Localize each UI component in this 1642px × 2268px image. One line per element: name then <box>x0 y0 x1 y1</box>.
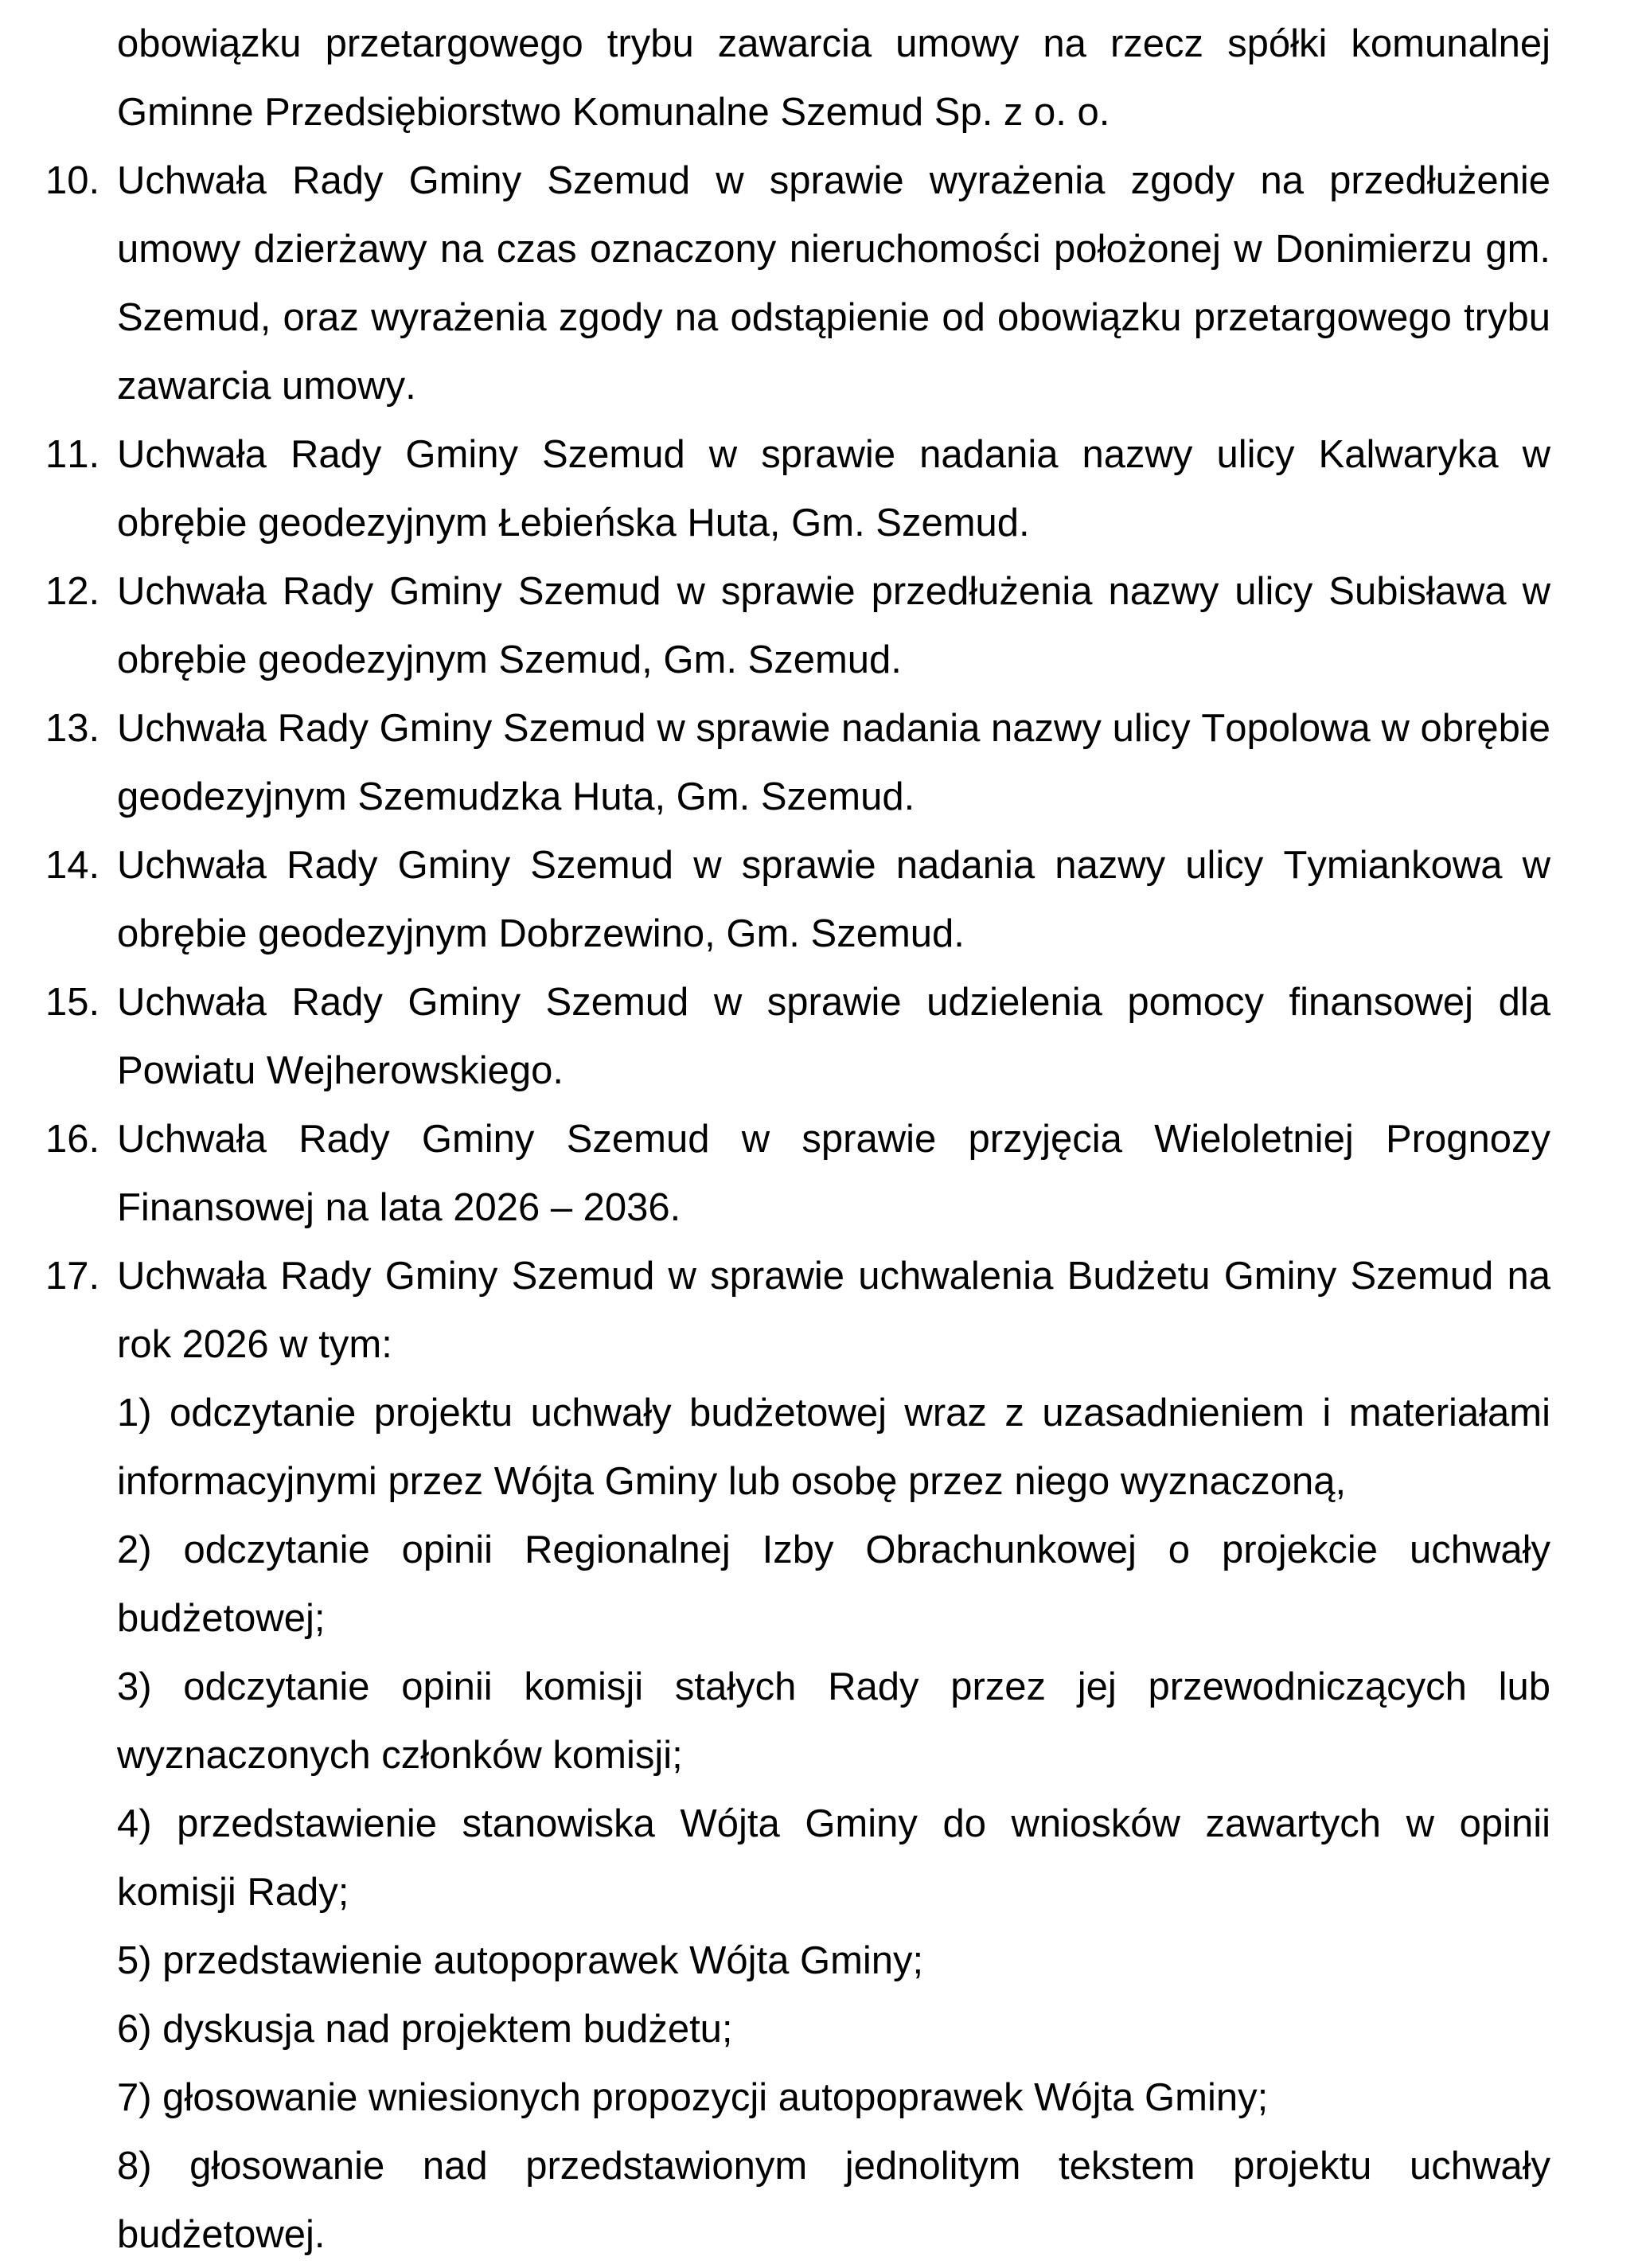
list-item-number: 10. <box>45 159 100 202</box>
list-item-text: Uchwała Rady Gminy Szemud w sprawie nadania nazwy ulicy Topolowa w obrębie geodezyjnym Szemudzka Huta, Gm. Szemud. <box>117 707 1550 818</box>
list-item-text: Uchwała Rady Gminy Szemud w sprawie przedłużenia nazwy ulicy Subisława w obrębie geodezyjnym Szemud, Gm. Szemud. <box>117 570 1550 681</box>
list-item-number: 16. <box>45 1118 100 1161</box>
list-item-number: 11. <box>45 433 100 476</box>
list-item-14 <box>45 831 1550 968</box>
sub-item-5: 5) przedstawienie autopoprawek Wójta Gminy; <box>117 1939 924 1982</box>
list-item-text: Uchwała Rady Gminy Szemud w sprawie udzielenia pomocy finansowej dla Powiatu Wejherowskiego. <box>117 981 1550 1092</box>
list-item-13 <box>45 694 1550 831</box>
list-item-text: Uchwała Rady Gminy Szemud w sprawie przyjęcia Wieloletniej Prognozy Finansowej na lata 2026 – 2036. <box>117 1118 1550 1229</box>
sub-item-3: 3) odczytanie opinii komisji stałych Rady przez jej przewodniczących lub wyznaczonych członków komisji; <box>117 1665 1550 1777</box>
list-item-number: 17. <box>45 1255 100 1298</box>
list-item-17 <box>45 1242 1550 1379</box>
list-item-12 <box>45 557 1550 694</box>
list-item-text: Uchwała Rady Gminy Szemud w sprawie nadania nazwy ulicy Kalwaryka w obrębie geodezyjnym Łebieńska Huta, Gm. Szemud. <box>117 433 1550 545</box>
list-item-15 <box>45 968 1550 1105</box>
list-item-text: Uchwała Rady Gminy Szemud w sprawie uchwalenia Budżetu Gminy Szemud na rok 2026 w tym: <box>117 1255 1550 1366</box>
list-item-number: 14. <box>45 844 100 887</box>
list-item-text: Uchwała Rady Gminy Szemud w sprawie wyrażenia zgody na przedłużenie umowy dzierżawy na czas oznaczony nieruchomości położonej w Donimierzu gm. Szemud, oraz wyrażenia zgody na odstąpienie od obowiązku przetargowego trybu zawarcia umowy. <box>117 159 1550 408</box>
sub-item-1: 1) odczytanie projektu uchwały budżetowej wraz z uzasadnieniem i materiałami informacyjnymi przez Wójta Gminy lub osobę przez niego wyznaczoną, <box>117 1392 1550 1503</box>
sub-item-4: 4) przedstawienie stanowiska Wójta Gminy do wniosków zawartych w opinii komisji Rady; <box>117 1802 1550 1914</box>
sub-item-8: 8) głosowanie nad przedstawionym jednolitym tekstem projektu uchwały budżetowej. <box>117 2145 1550 2256</box>
list-item-text: Uchwała Rady Gminy Szemud w sprawie nadania nazwy ulicy Tymiankowa w obrębie geodezyjnym Dobrzewino, Gm. Szemud. <box>117 844 1550 955</box>
intro-paragraph: obowiązku przetargowego trybu zawarcia umowy na rzecz spółki komunalnej Gminne Przedsiębiorstwo Komunalne Szemud Sp. z o. o. <box>117 22 1550 134</box>
sub-item-6: 6) dyskusja nad projektem budżetu; <box>117 2008 733 2051</box>
list-item-number: 13. <box>45 707 100 750</box>
sub-item-7: 7) głosowanie wniesionych propozycji autopoprawek Wójta Gminy; <box>117 2076 1269 2119</box>
list-item-10 <box>45 146 1550 420</box>
list-item-16 <box>45 1105 1550 1242</box>
list-item-number: 12. <box>45 570 100 613</box>
list-item-number: 15. <box>45 981 100 1024</box>
list-item-11 <box>45 420 1550 557</box>
sub-item-2: 2) odczytanie opinii Regionalnej Izby Obrachunkowej o projekcie uchwały budżetowej; <box>117 1528 1550 1640</box>
